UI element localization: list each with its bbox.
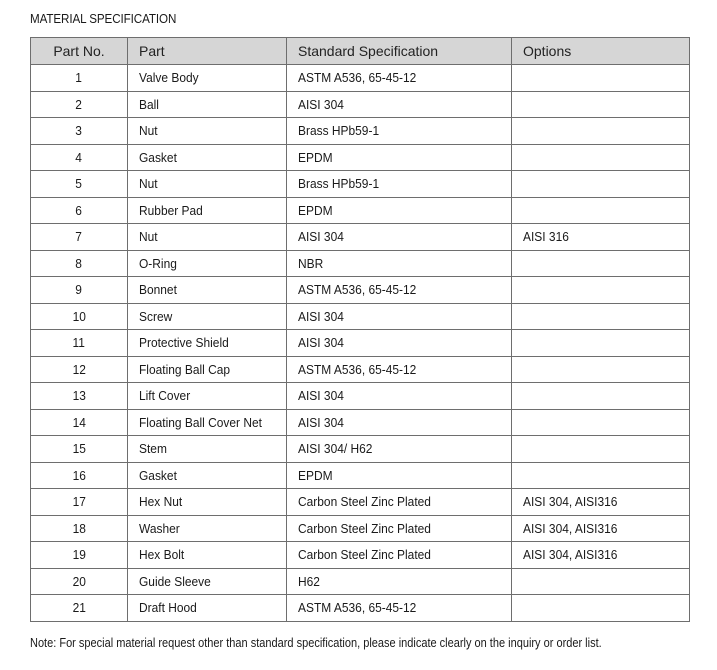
cell-standard-spec-text: AISI 304/ H62 <box>298 441 373 457</box>
cell-options <box>512 356 690 383</box>
cell-part-no <box>31 171 128 198</box>
cell-standard-spec <box>287 409 512 436</box>
cell-part-text: O-Ring <box>139 255 177 271</box>
cell-part-no-text: 19 <box>72 547 86 563</box>
cell-part <box>128 118 287 145</box>
cell-options <box>512 462 690 489</box>
table-row <box>31 118 690 145</box>
table-row <box>31 250 690 277</box>
cell-part-text: Draft Hood <box>139 600 197 616</box>
cell-part-text: Valve Body <box>139 70 199 86</box>
cell-part-no-text: 7 <box>75 229 83 245</box>
table-row <box>31 515 690 542</box>
cell-part-no <box>31 595 128 622</box>
cell-part-no-text: 5 <box>75 176 83 192</box>
cell-part <box>128 91 287 118</box>
table-row <box>31 489 690 516</box>
footnote: Note: For special material request other than standard specification, please indicate clearly on the inquiry or order list. <box>30 636 602 650</box>
cell-part-no <box>31 250 128 277</box>
cell-part-text: Hex Nut <box>139 494 183 510</box>
table-row <box>31 197 690 224</box>
cell-part-no-text: 3 <box>75 123 83 139</box>
cell-standard-spec-text: NBR <box>298 255 324 271</box>
cell-part <box>128 224 287 251</box>
cell-part-no-text: 11 <box>72 335 86 351</box>
cell-part <box>128 383 287 410</box>
cell-options <box>512 489 690 516</box>
header-part: Part <box>128 38 287 65</box>
table-row <box>31 356 690 383</box>
cell-part-text: Nut <box>139 229 158 245</box>
table-row <box>31 409 690 436</box>
cell-standard-spec <box>287 595 512 622</box>
cell-standard-spec-text: Carbon Steel Zinc Plated <box>298 520 431 536</box>
cell-part <box>128 250 287 277</box>
cell-part <box>128 595 287 622</box>
table-row <box>31 91 690 118</box>
cell-standard-spec <box>287 462 512 489</box>
cell-standard-spec <box>287 171 512 198</box>
cell-standard-spec-text: EPDM <box>298 149 333 165</box>
table-row <box>31 65 690 92</box>
cell-part-no <box>31 568 128 595</box>
cell-part-no-text: 18 <box>72 520 86 536</box>
cell-part <box>128 436 287 463</box>
cell-part-no <box>31 462 128 489</box>
cell-standard-spec <box>287 91 512 118</box>
cell-part <box>128 197 287 224</box>
cell-part-text: Hex Bolt <box>139 547 185 563</box>
cell-standard-spec-text: ASTM A536, 65-45-12 <box>298 600 417 616</box>
cell-standard-spec <box>287 197 512 224</box>
cell-standard-spec <box>287 65 512 92</box>
cell-part <box>128 542 287 569</box>
cell-options <box>512 144 690 171</box>
cell-standard-spec-text: ASTM A536, 65-45-12 <box>298 70 417 86</box>
cell-part <box>128 144 287 171</box>
cell-standard-spec-text: Carbon Steel Zinc Plated <box>298 494 431 510</box>
cell-part-text: Gasket <box>139 149 177 165</box>
cell-standard-spec <box>287 224 512 251</box>
cell-options <box>512 91 690 118</box>
cell-standard-spec-text: ASTM A536, 65-45-12 <box>298 282 417 298</box>
cell-options <box>512 277 690 304</box>
cell-part-no <box>31 224 128 251</box>
cell-part <box>128 515 287 542</box>
cell-standard-spec-text: AISI 304 <box>298 414 344 430</box>
cell-standard-spec-text: EPDM <box>298 202 333 218</box>
cell-part <box>128 462 287 489</box>
cell-part <box>128 65 287 92</box>
cell-standard-spec-text: AISI 304 <box>298 229 344 245</box>
cell-standard-spec <box>287 568 512 595</box>
cell-part-text: Washer <box>139 520 180 536</box>
cell-part-text: Stem <box>139 441 167 457</box>
cell-standard-spec-text: AISI 304 <box>298 308 344 324</box>
cell-part-no-text: 4 <box>75 149 83 165</box>
cell-options <box>512 515 690 542</box>
table-header-row <box>31 38 690 65</box>
table-row <box>31 171 690 198</box>
table-row <box>31 542 690 569</box>
cell-standard-spec <box>287 356 512 383</box>
cell-part-no-text: 17 <box>72 494 86 510</box>
cell-part-no-text: 20 <box>72 573 86 589</box>
cell-part-no-text: 12 <box>72 361 86 377</box>
cell-part-text: Lift Cover <box>139 388 191 404</box>
cell-part-no <box>31 303 128 330</box>
cell-part-no <box>31 144 128 171</box>
cell-standard-spec <box>287 144 512 171</box>
cell-options <box>512 330 690 357</box>
cell-part-no <box>31 436 128 463</box>
cell-part-no-text: 21 <box>72 600 86 616</box>
cell-part-text: Floating Ball Cover Net <box>139 414 262 430</box>
cell-part-no-text: 9 <box>75 282 83 298</box>
cell-part-text: Rubber Pad <box>139 202 203 218</box>
cell-part-no-text: 1 <box>75 70 83 86</box>
table-row <box>31 383 690 410</box>
cell-part-no <box>31 542 128 569</box>
page-title: MATERIAL SPECIFICATION <box>30 12 177 26</box>
cell-part <box>128 277 287 304</box>
cell-options <box>512 383 690 410</box>
cell-options <box>512 65 690 92</box>
cell-standard-spec-text: AISI 304 <box>298 335 344 351</box>
cell-part <box>128 356 287 383</box>
cell-options <box>512 303 690 330</box>
cell-part <box>128 568 287 595</box>
cell-standard-spec-text: Brass HPb59-1 <box>298 123 380 139</box>
cell-options <box>512 409 690 436</box>
table-row <box>31 330 690 357</box>
cell-part-no-text: 16 <box>72 467 86 483</box>
cell-part-no <box>31 489 128 516</box>
cell-options <box>512 436 690 463</box>
cell-part-text: Nut <box>139 176 158 192</box>
cell-options <box>512 542 690 569</box>
cell-part <box>128 330 287 357</box>
cell-standard-spec <box>287 542 512 569</box>
table-row <box>31 568 690 595</box>
header-standard-spec: Standard Specification <box>287 38 512 65</box>
cell-part-no <box>31 383 128 410</box>
cell-standard-spec-text: Carbon Steel Zinc Plated <box>298 547 431 563</box>
cell-part-no-text: 14 <box>72 414 86 430</box>
cell-part-no-text: 8 <box>75 255 83 271</box>
cell-standard-spec <box>287 436 512 463</box>
cell-standard-spec <box>287 330 512 357</box>
cell-part-text: Guide Sleeve <box>139 573 211 589</box>
cell-options-text: AISI 304, AISI316 <box>523 520 618 536</box>
material-spec-table <box>30 37 690 622</box>
cell-part-text: Protective Shield <box>139 335 229 351</box>
cell-part <box>128 409 287 436</box>
cell-part <box>128 303 287 330</box>
cell-standard-spec <box>287 489 512 516</box>
cell-standard-spec-text: Brass HPb59-1 <box>298 176 380 192</box>
cell-part-no-text: 6 <box>75 202 83 218</box>
cell-standard-spec-text: AISI 304 <box>298 388 344 404</box>
cell-part-text: Nut <box>139 123 158 139</box>
cell-part-text: Bonnet <box>139 282 177 298</box>
cell-part-no-text: 13 <box>72 388 86 404</box>
cell-options <box>512 171 690 198</box>
cell-part-no-text: 2 <box>75 96 83 112</box>
cell-options <box>512 595 690 622</box>
cell-options <box>512 118 690 145</box>
cell-part-no <box>31 330 128 357</box>
cell-standard-spec <box>287 277 512 304</box>
table-row <box>31 144 690 171</box>
cell-part-no <box>31 65 128 92</box>
cell-part-no <box>31 409 128 436</box>
cell-part-no <box>31 91 128 118</box>
cell-options-text: AISI 304, AISI316 <box>523 547 618 563</box>
cell-standard-spec <box>287 383 512 410</box>
cell-standard-spec-text: AISI 304 <box>298 96 344 112</box>
cell-part-text: Ball <box>139 96 159 112</box>
cell-part-no <box>31 197 128 224</box>
cell-standard-spec-text: H62 <box>298 573 320 589</box>
cell-standard-spec <box>287 515 512 542</box>
cell-standard-spec-text: EPDM <box>298 467 333 483</box>
table-row <box>31 224 690 251</box>
cell-options-text: AISI 316 <box>523 229 569 245</box>
table-row <box>31 436 690 463</box>
cell-part-no <box>31 356 128 383</box>
cell-standard-spec <box>287 303 512 330</box>
header-options: Options <box>512 38 690 65</box>
cell-part-no <box>31 277 128 304</box>
table-row <box>31 303 690 330</box>
cell-part <box>128 489 287 516</box>
header-part-no: Part No. <box>31 38 128 65</box>
cell-options-text: AISI 304, AISI316 <box>523 494 618 510</box>
cell-part-text: Floating Ball Cap <box>139 361 231 377</box>
table-row <box>31 595 690 622</box>
cell-part-no-text: 10 <box>72 308 86 324</box>
cell-standard-spec <box>287 250 512 277</box>
cell-standard-spec <box>287 118 512 145</box>
cell-part <box>128 171 287 198</box>
cell-part-text: Screw <box>139 308 173 324</box>
cell-part-text: Gasket <box>139 467 177 483</box>
cell-part-no <box>31 515 128 542</box>
cell-options <box>512 568 690 595</box>
table-row <box>31 462 690 489</box>
cell-part-no-text: 15 <box>72 441 86 457</box>
cell-part-no <box>31 118 128 145</box>
cell-options <box>512 250 690 277</box>
table-row <box>31 277 690 304</box>
cell-options <box>512 197 690 224</box>
cell-standard-spec-text: ASTM A536, 65-45-12 <box>298 361 417 377</box>
cell-options <box>512 224 690 251</box>
